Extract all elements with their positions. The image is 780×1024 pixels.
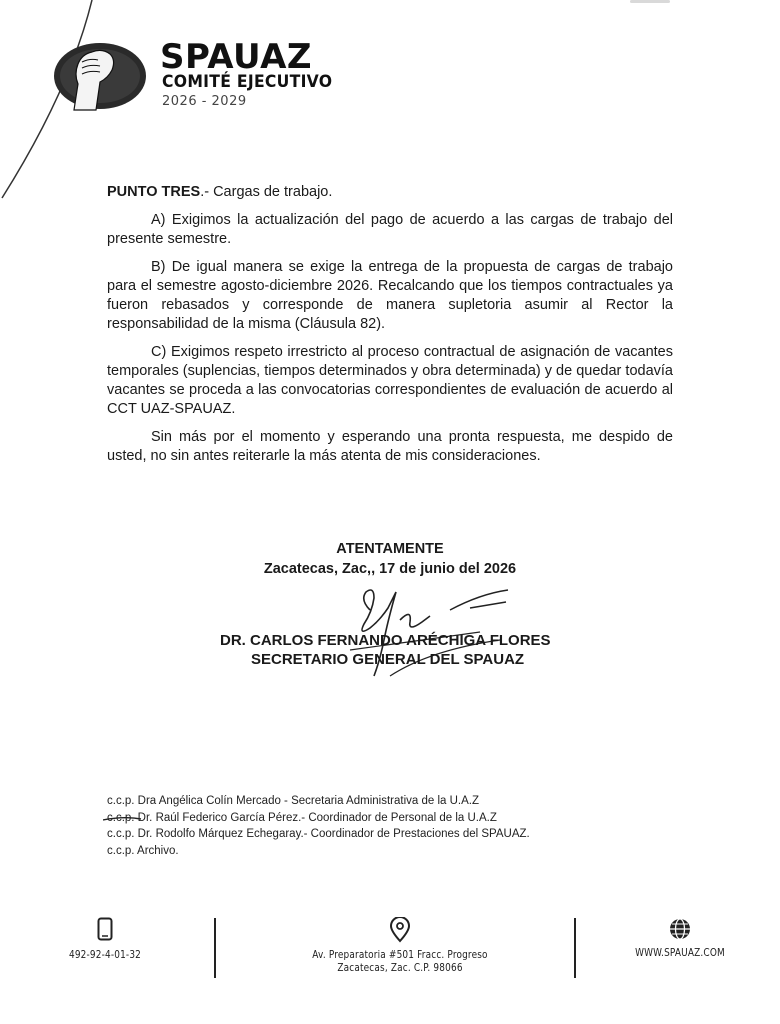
heading-text: .- Cargas de trabajo. <box>200 184 333 200</box>
paragraph-a: A) Exigimos la actualización del pago de acuerdo a las cargas de trabajo del presente semestre. <box>107 212 673 247</box>
footer-phone <box>55 917 155 962</box>
footer-website <box>620 917 740 960</box>
paragraph-c: C) Exigimos respeto irrestricto al proceso contractual de asignación de vacantes temporales (suplencias, tiempos determinados y obra determinada) y de quedar todavía vacantes se proceda a las convocatorias correspondientes de evaluación de acuerdo al CCT UAZ-SPAUAZ. <box>107 344 673 417</box>
footer-divider <box>574 918 576 978</box>
logo-title: SPAUAZ <box>160 37 313 77</box>
salutation: ATENTAMENTE <box>336 541 444 557</box>
logo-years: 2026 - 2029 <box>162 94 247 109</box>
footer-divider <box>214 918 216 978</box>
phone-number: 492-92-4-01-32 <box>68 949 142 961</box>
heading-label: PUNTO TRES <box>107 184 201 200</box>
place-date: Zacatecas, Zac,, 17 de junio del 2026 <box>263 561 517 577</box>
cc-item-text: c.c.p. Dr. Raúl Federico García Pérez.- Coordinador de Personal de la U.A.Z <box>107 811 497 824</box>
cc-list <box>107 793 530 859</box>
section-heading <box>107 183 673 202</box>
paragraph-b: B) De igual manera se exige la entrega de la propuesta de cargas de trabajo para el semestre agosto-diciembre 2026. Recalcando que los tiempos contractuales ya fueron rebasados y corresponde de manera supletoria asumir al Rector la responsabilidad de la misma (Cláusula 82). <box>107 259 673 332</box>
cc-item: c.c.p. Archivo. <box>107 844 179 857</box>
pen-strike-mark <box>103 816 143 822</box>
address-line-2: Zacatecas, Zac. C.P. 98066 <box>337 962 463 974</box>
globe-icon <box>668 917 692 941</box>
cc-item: c.c.p. Dra Angélica Colín Mercado - Secretaria Administrativa de la U.A.Z <box>107 795 479 807</box>
signer-title: SECRETARIO GENERAL DEL SPAUAZ <box>251 651 525 668</box>
cc-item-strikethrough <box>107 810 530 827</box>
closing-paragraph: Sin más por el momento y esperando una pronta respuesta, me despido de usted, no sin antes reiterarle la más atenta de mis consideraciones. <box>107 429 673 464</box>
location-pin-icon <box>389 917 411 943</box>
logo-subtitle: COMITÉ EJECUTIVO <box>162 72 333 92</box>
footer-address <box>290 917 510 975</box>
signer-name: DR. CARLOS FERNANDO ARÉCHIGA FLORES <box>220 632 551 649</box>
letter-body <box>107 183 673 475</box>
phone-icon <box>97 917 113 941</box>
address-line-1: Av. Preparatoria #501 Fracc. Progreso <box>312 949 488 961</box>
website-url[interactable]: WWW.SPAUAZ.COM <box>635 947 725 959</box>
raised-fist-logo-icon <box>52 40 148 112</box>
cc-item: c.c.p. Dr. Rodolfo Márquez Echegaray.- Coordinador de Prestaciones del SPAUAZ. <box>107 828 530 840</box>
scan-smudge <box>630 0 670 3</box>
